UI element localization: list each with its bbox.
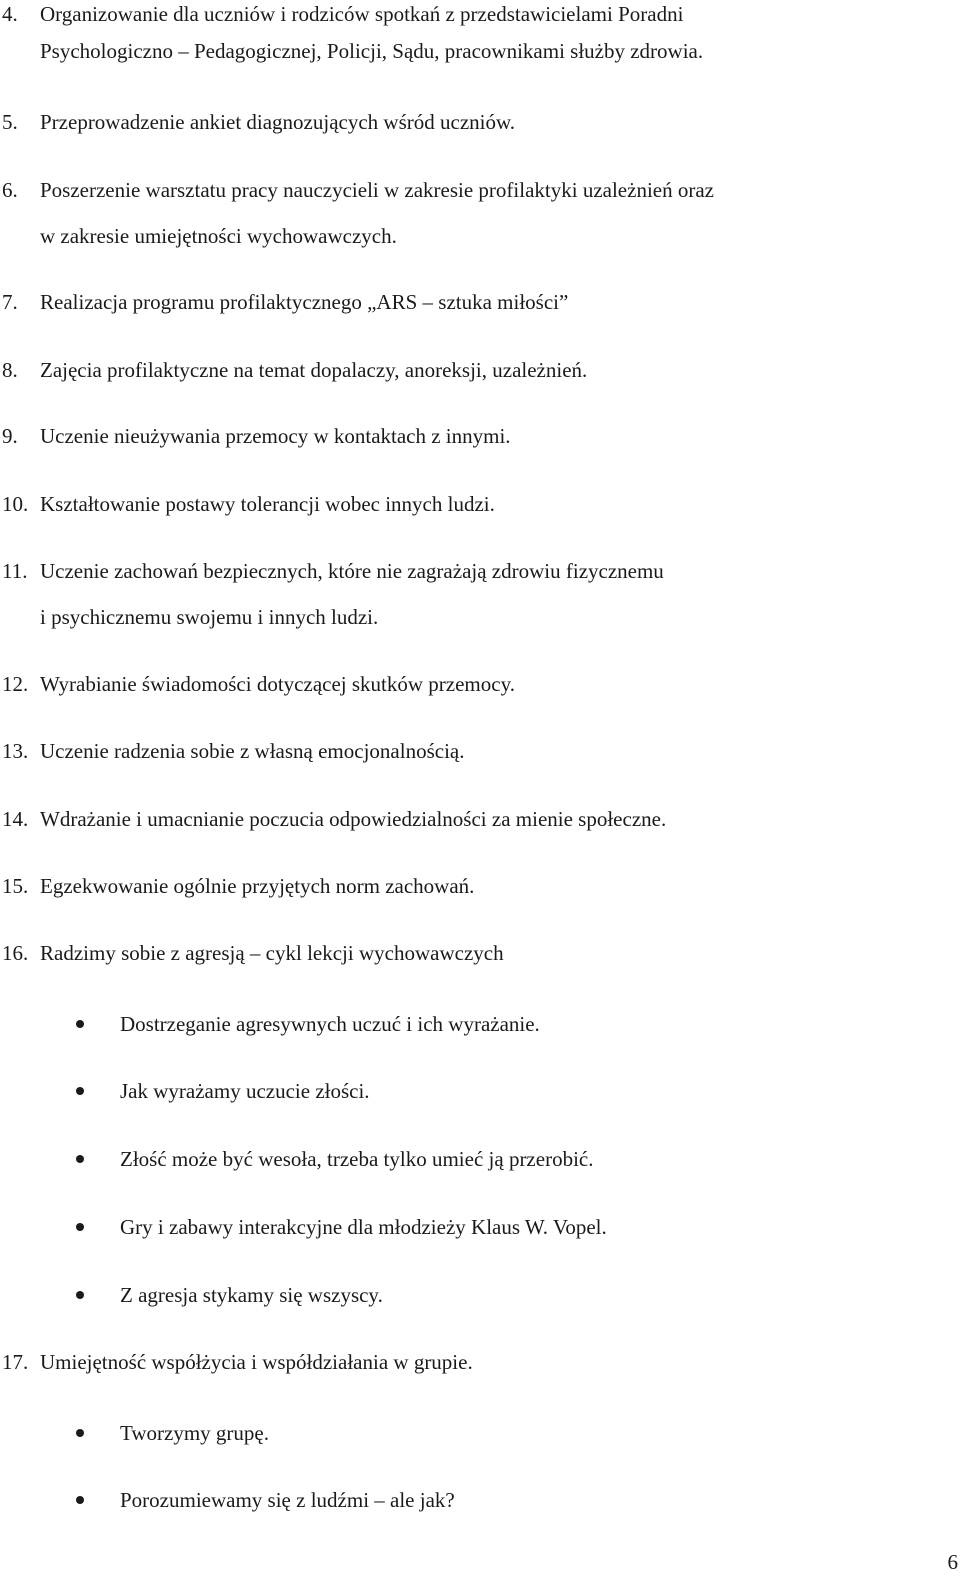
- bullet-icon: [76, 1223, 84, 1231]
- list-item-text: Uczenie nieużywania przemocy w kontaktach z innymi.: [40, 424, 511, 448]
- list-number: 17.: [2, 1350, 29, 1374]
- list-number: 12.: [2, 672, 29, 696]
- bullet-icon: [76, 1291, 84, 1299]
- list-item-text: Wdrażanie i umacnianie poczucia odpowiedzialności za mienie społeczne.: [40, 807, 667, 831]
- list-item-text: Poszerzenie warsztatu pracy nauczycieli w zakresie profilaktyki uzależnień oraz: [40, 178, 714, 202]
- bullet-text: Jak wyrażamy uczucie złości.: [120, 1079, 370, 1103]
- list-number: 15.: [2, 874, 29, 898]
- list-item-text: Uczenie zachowań bezpiecznych, które nie zagrażają zdrowiu fizycznemu: [40, 559, 664, 583]
- bullet-icon: [76, 1429, 84, 1437]
- list-number: 14.: [2, 807, 29, 831]
- list-item-text: Kształtowanie postawy tolerancji wobec innych ludzi.: [40, 492, 495, 516]
- bullet-icon: [76, 1496, 84, 1504]
- bullet-text: Z agresja stykamy się wszyscy.: [120, 1283, 383, 1307]
- list-number: 9.: [2, 424, 18, 448]
- list-item-text: Radzimy sobie z agresją – cykl lekcji wychowawczych: [40, 941, 504, 965]
- list-number: 4.: [2, 2, 18, 26]
- list-item-text: Wyrabianie świadomości dotyczącej skutków przemocy.: [40, 672, 515, 696]
- list-item-text: Egzekwowanie ogólnie przyjętych norm zachowań.: [40, 874, 475, 898]
- list-item-continuation: Psychologiczno – Pedagogicznej, Policji, Sądu, pracownikami służby zdrowia.: [40, 39, 704, 63]
- list-item-text: Realizacja programu profilaktycznego „ARS – sztuka miłości”: [40, 290, 569, 314]
- list-item-text: Organizowanie dla uczniów i rodziców spotkań z przedstawicielami Poradni: [40, 2, 684, 26]
- list-number: 6.: [2, 178, 18, 202]
- list-item-continuation: i psychicznemu swojemu i innych ludzi.: [40, 605, 379, 629]
- bullet-text: Tworzymy grupę.: [120, 1421, 269, 1445]
- bullet-icon: [76, 1087, 84, 1095]
- list-number: 16.: [2, 941, 29, 965]
- list-number: 11.: [2, 559, 28, 583]
- bullet-text: Złość może być wesoła, trzeba tylko umieć ją przerobić.: [120, 1147, 594, 1171]
- bullet-icon: [76, 1020, 84, 1028]
- list-item-text: Umiejętność współżycia i współdziałania w grupie.: [40, 1350, 473, 1374]
- bullet-text: Porozumiewamy się z ludźmi – ale jak?: [120, 1488, 455, 1512]
- list-number: 8.: [2, 358, 18, 382]
- list-number: 10.: [2, 492, 29, 516]
- page-number: 6: [947, 1550, 958, 1574]
- list-item-continuation: w zakresie umiejętności wychowawczych.: [40, 224, 397, 248]
- list-number: 13.: [2, 739, 29, 763]
- list-item-text: Zajęcia profilaktyczne na temat dopalaczy, anoreksji, uzależnień.: [40, 358, 588, 382]
- list-number: 7.: [2, 290, 18, 314]
- bullet-text: Dostrzeganie agresywnych uczuć i ich wyrażanie.: [120, 1012, 540, 1036]
- bullet-text: Gry i zabawy interakcyjne dla młodzieży Klaus W. Vopel.: [120, 1215, 607, 1239]
- bullet-icon: [76, 1155, 84, 1163]
- list-item-text: Uczenie radzenia sobie z własną emocjonalnością.: [40, 739, 465, 763]
- list-number: 5.: [2, 110, 18, 134]
- list-item-text: Przeprowadzenie ankiet diagnozujących wśród uczniów.: [40, 110, 516, 134]
